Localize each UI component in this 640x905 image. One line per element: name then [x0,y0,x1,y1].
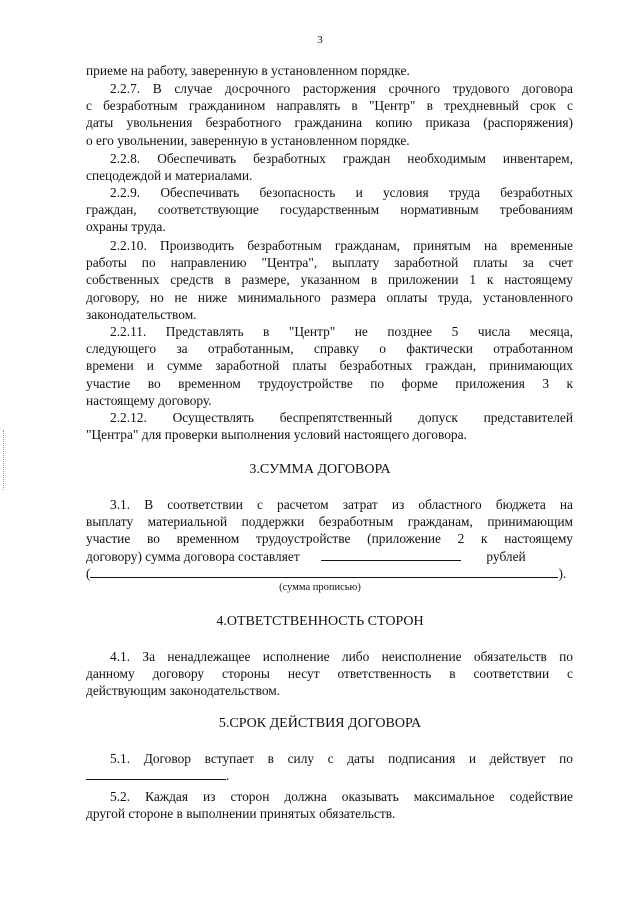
paragraph-5-1 [86,750,573,784]
term-period: . [226,768,230,784]
text-line: с безработным гражданином направлять в "Центр" в трехдневный срок с [86,98,573,114]
text-line: 3.1. В соответствии с расчетом затрат из областного бюджета на [110,497,573,512]
text-line: даты увольнения безработного гражданина копию приказа (распоряжения) [86,115,573,131]
text-line: 2.2.7. В случае досрочного расторжения срочного трудового договора [110,81,573,96]
text-line: выплату материальной поддержки безработным гражданам, принимающим [86,514,573,530]
section-3-heading: 3.СУММА ДОГОВОРА [249,462,391,477]
paragraph-3-1 [86,496,573,582]
paragraph-2-2-7 [86,80,573,149]
paragraph-4-1 [86,648,573,700]
term-blank [86,767,226,780]
text-line: 2.2.12. Осуществлять беспрепятственный допуск представителей [110,410,573,425]
paragraph-2-2-12 [86,409,573,443]
text-line: законодательством. [86,306,197,322]
paragraph-5-2 [86,788,573,822]
text-line: спецодеждой и материалами. [86,168,253,184]
text-line: 2.2.9. Обеспечивать безопасность и условия труда безработных [110,185,573,200]
margin-scan-mark [3,430,5,490]
amount-words-line [86,565,573,582]
amount-unit: рублей [486,548,526,564]
text-line: 4.1. За ненадлежащее исполнение либо неисполнение обязательств по [110,649,573,664]
text-line: настоящему договору. [86,392,212,408]
text-line: охраны труда. [86,219,166,235]
text-line: 2.2.11. Представлять в "Центр" не позднее 5 числа месяца, [110,324,573,339]
text-line: 5.2. Каждая из сторон должна оказывать максимальное содействие [110,789,573,804]
amount-line-text: договору) сумма договора составляет [86,548,300,564]
close-paren: ). [558,565,567,581]
text-line: работы по направлению "Центра", выплату заработной платы за счет [86,255,573,271]
text-line: 2.2.10. Производить безработным гражданам, принятым на временные [110,238,573,253]
paragraph-2-2-10 [86,237,573,323]
paragraph-2-2-11 [86,323,573,409]
text-line: приеме на работу, заверенную в установленном порядке. [86,63,410,78]
amount-line [86,548,573,565]
amount-words-blank [90,565,558,578]
text-line: времени и сумме заработной платы безработных граждан, принимающих [86,358,573,374]
text-line: следующего за отработанным, справку о фактически отработанном [86,341,573,357]
text-line: 5.1. Договор вступает в силу с даты подписания и действует по [110,751,573,766]
text-line: действующим законодательством. [86,683,281,699]
page-number: 3 [317,34,323,46]
text-line: собственных средств в размере, указанном в приложении 1 к настоящему [86,272,573,288]
text-line: данному договору стороны несут ответственность в соответствии с [86,666,573,682]
text-line: другой стороне в выполнении принятых обязательств. [86,806,396,822]
paragraph-2-2-9 [86,184,573,236]
text-line: 2.2.8. Обеспечивать безработных граждан необходимым инвентарем, [110,151,573,166]
section-5-heading: 5.СРОК ДЕЙСТВИЯ ДОГОВОРА [218,716,422,731]
section-4-heading: 4.ОТВЕТСТВЕННОСТЬ СТОРОН [216,614,424,629]
text-line: граждан, соответствующие государственным нормативным требованиям [86,202,573,218]
text-line: участие во временном трудоустройстве (приложение 2 к настоящему [86,531,573,547]
text-line: участие во временном трудоустройстве по форме приложения 3 к [86,375,573,391]
text-line: договору, но не ниже минимального размера оплаты труда, установленного [86,289,573,305]
text-line: "Центра" для проверки выполнения условий настоящего договора. [86,427,467,443]
term-line [86,767,573,784]
paragraph-intro [86,62,573,79]
amount-words-caption: (сумма прописью) [279,582,361,593]
text-line: о его увольнении, заверенную в установленном порядке. [86,132,410,148]
paragraph-2-2-8 [86,150,573,184]
amount-blank [321,548,461,561]
open-paren: ( [86,565,91,581]
